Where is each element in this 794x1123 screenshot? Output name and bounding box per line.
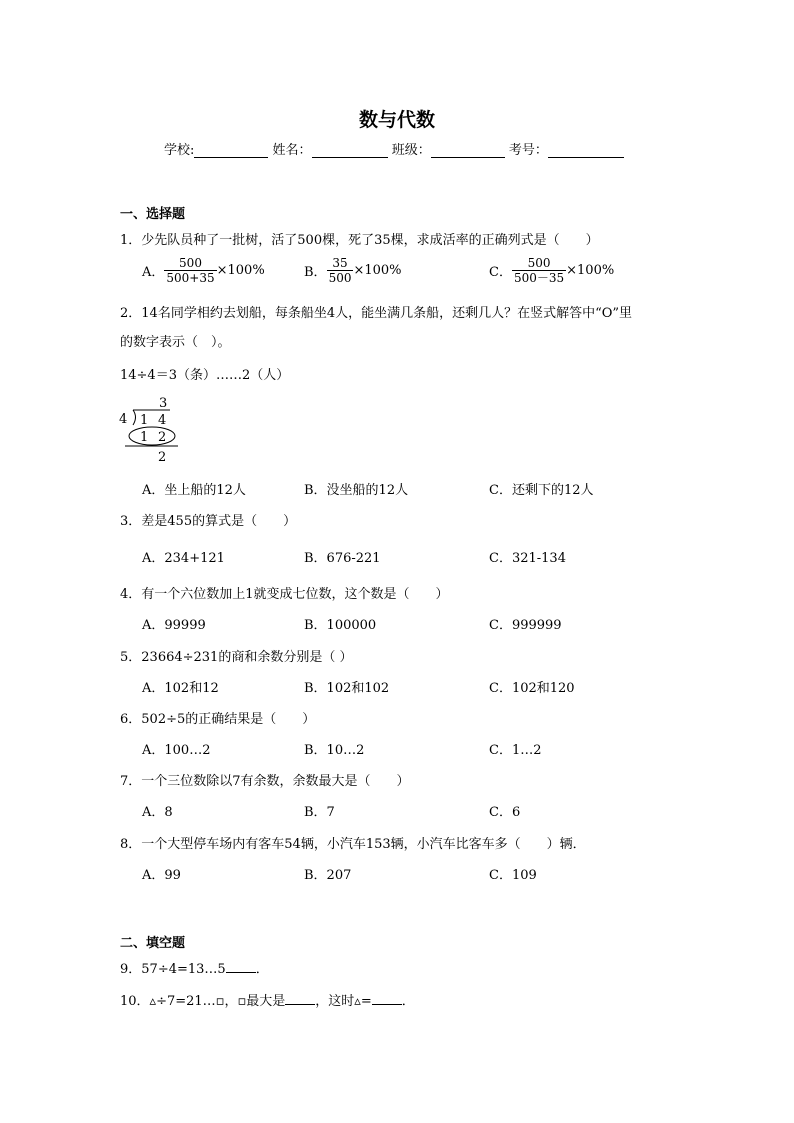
question-2-line1: 2．14名同学相约去划船，每条船坐4人，能坐满几条船，还剩几人？在竖式解答中“O”里 [120,306,633,321]
q5-option-a[interactable]: A．102和12 [142,681,219,696]
name-label: 姓名： [272,143,312,158]
q5-option-b[interactable]: B．102和102 [304,681,390,696]
division-quotient: 3 [159,396,168,411]
answer-blank[interactable] [372,992,402,1005]
section-heading-choice: 一、选择题 [120,207,186,222]
numerator: 35 [327,256,354,271]
division-product-digit: 1 [140,430,149,445]
q1-option-a[interactable] [142,256,265,285]
q7-option-b[interactable]: B．7 [304,805,335,820]
division-dividend-digit: 1 [140,413,149,428]
option-suffix: ×100% [216,263,265,278]
option-label: B． [304,265,327,280]
q8-option-b[interactable]: B．207 [304,868,352,883]
number-label: 考号： [508,143,548,158]
denominator: 500－35 [513,271,565,285]
question-1: 1．少先队员种了一批树，活了500棵，死了35棵，求成活率的正确列式是（ ） [120,233,599,248]
question-10-prefix: 10．▵÷7=21…▫，▫最大是 [120,994,286,1009]
q8-option-a[interactable]: A．99 [142,868,181,883]
fraction [327,256,354,285]
question-2-line2: 的数字表示（ ）。 [120,335,231,350]
division-divisor: 4 [119,412,128,427]
numerator: 500 [512,256,566,271]
question-4: 4．有一个六位数加上1就变成七位数，这个数是（ ） [120,587,449,602]
question-9-prefix: 9．57÷4=13…5 [120,962,226,977]
section-heading-fill: 二、填空题 [120,936,186,951]
name-blank[interactable] [312,143,388,158]
question-10 [120,990,415,1009]
denominator: 500+35 [166,271,215,285]
class-label: 班级： [391,143,431,158]
question-5: 5．23664÷231的商和余数分别是（ ） [120,650,353,665]
question-10-suffix: ． [401,994,415,1009]
answer-blank[interactable] [226,960,256,973]
question-3: 3．差是455的算式是（ ） [120,514,297,529]
q7-option-a[interactable]: A．8 [142,805,173,820]
option-label: A． [142,265,165,280]
fraction [164,256,216,285]
question-6: 6．502÷5的正确结果是（ ） [120,712,316,727]
long-division-diagram [116,392,186,464]
q2-option-c[interactable]: C．还剩下的12人 [489,483,594,498]
q6-option-a[interactable]: A．100…2 [142,743,211,758]
fraction [512,256,566,285]
class-blank[interactable] [431,143,505,158]
option-suffix: ×100% [566,263,615,278]
q4-option-a[interactable]: A．99999 [142,618,206,633]
q4-option-b[interactable]: B．100000 [304,618,377,633]
division-remainder: 2 [158,450,167,464]
denominator: 500 [328,271,352,285]
question-9-suffix: ． [255,962,269,977]
student-info-row [164,139,624,158]
question-8: 8．一个大型停车场内有客车54辆，小汽车153辆，小汽车比客车多（ ）辆． [120,837,586,852]
number-blank[interactable] [548,143,624,158]
option-label: C． [489,265,512,280]
question-2-equation: 14÷4＝3（条）……2（人） [120,368,290,383]
q1-option-b[interactable] [304,256,402,285]
q2-option-b[interactable]: B．没坐船的12人 [304,483,409,498]
q3-option-b[interactable]: B．676-221 [304,551,381,566]
division-product-digit: 2 [158,430,167,445]
question-9 [120,958,269,977]
q3-option-a[interactable]: A．234+121 [142,551,225,566]
division-dividend-digit: 4 [158,413,167,428]
q3-option-c[interactable]: C．321-134 [489,551,566,566]
school-label: 学校: [164,143,195,158]
q1-option-c[interactable] [489,256,614,285]
q7-option-c[interactable]: C．6 [489,805,521,820]
q6-option-c[interactable]: C．1…2 [489,743,542,758]
q4-option-c[interactable]: C．999999 [489,618,562,633]
question-10-mid: ，这时▵= [315,994,372,1009]
question-7: 7．一个三位数除以7有余数，余数最大是（ ） [120,774,410,789]
page-title: 数与代数 [358,109,435,131]
division-bracket [133,410,136,425]
answer-blank[interactable] [285,992,315,1005]
q2-option-a[interactable]: A．坐上船的12人 [142,483,246,498]
q6-option-b[interactable]: B．10…2 [304,743,365,758]
option-suffix: ×100% [353,263,402,278]
school-blank[interactable] [194,143,268,158]
q5-option-c[interactable]: C．102和120 [489,681,575,696]
numerator: 500 [164,256,216,271]
circle-mark [129,427,175,445]
q8-option-c[interactable]: C．109 [489,868,537,883]
